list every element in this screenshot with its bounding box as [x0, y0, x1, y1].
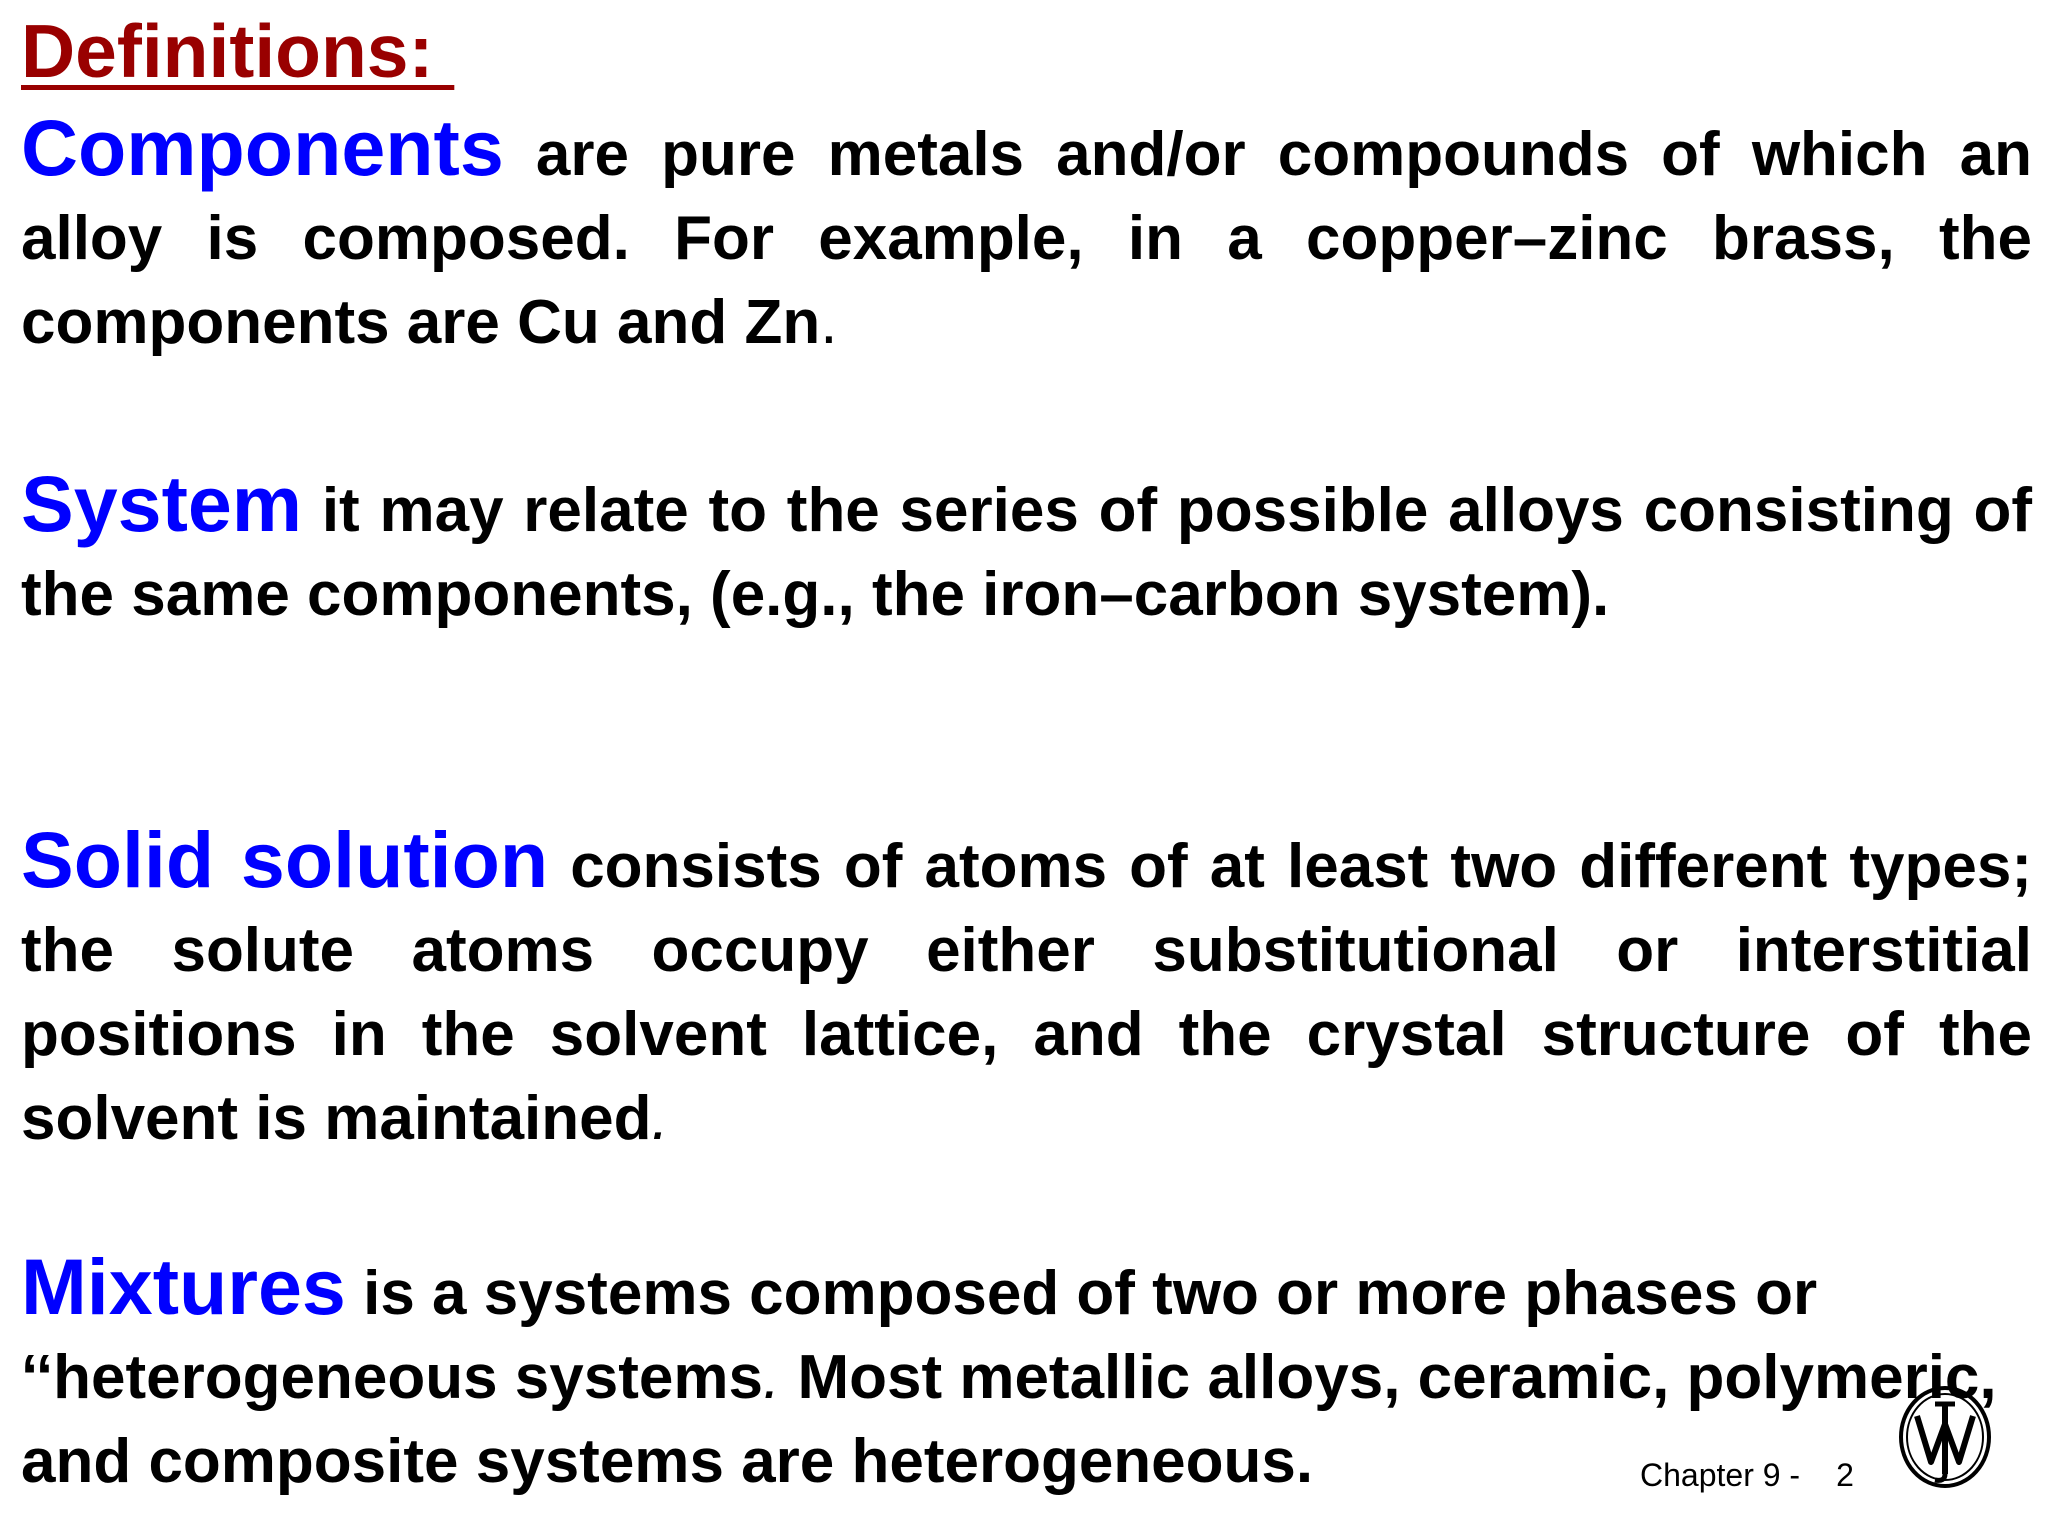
term-system: System [21, 459, 303, 548]
definition-solid-solution [21, 815, 2032, 1161]
definition-mixtures-text-b: . [762, 1343, 781, 1412]
term-mixtures: Mixtures [21, 1242, 346, 1331]
definition-solid-solution-text: consists of atoms of at least two different types; the solute atoms occupy either substitutional or interstitial positions in the solvent lattice, and the crystal structure of the solvent is maintained [21, 832, 2032, 1153]
term-solid-solution: Solid solution [21, 815, 549, 904]
slide-footer [1640, 1457, 1854, 1494]
term-components: Components [21, 103, 504, 192]
definition-mixtures-text-a: is a systems composed of two or more phases or ‘‘heterogeneous systems [21, 1259, 1818, 1412]
definition-components-end: . [820, 288, 838, 357]
definition-system-text: it may relate to the series of possible alloys consisting of the same components, (e.g., the iron–carbon system). [21, 476, 2032, 629]
definition-solid-solution-end: . [651, 1084, 669, 1153]
definition-components [21, 103, 2032, 365]
wiley-logo-icon [1895, 1382, 1995, 1492]
slide-title: Definitions: [21, 9, 455, 93]
definition-system [21, 459, 2032, 637]
definition-mixtures-text-c: Most metallic alloys, ceramic, polymeric, and composite systems are heterogeneous. [21, 1343, 1997, 1496]
footer-chapter: Chapter 9 - [1640, 1457, 1801, 1493]
footer-page-number: 2 [1836, 1457, 1854, 1493]
definition-components-text: are pure metals and/or compounds of which an alloy is composed. For example, in a copper–zinc brass, the components are Cu and Zn [21, 120, 2032, 357]
